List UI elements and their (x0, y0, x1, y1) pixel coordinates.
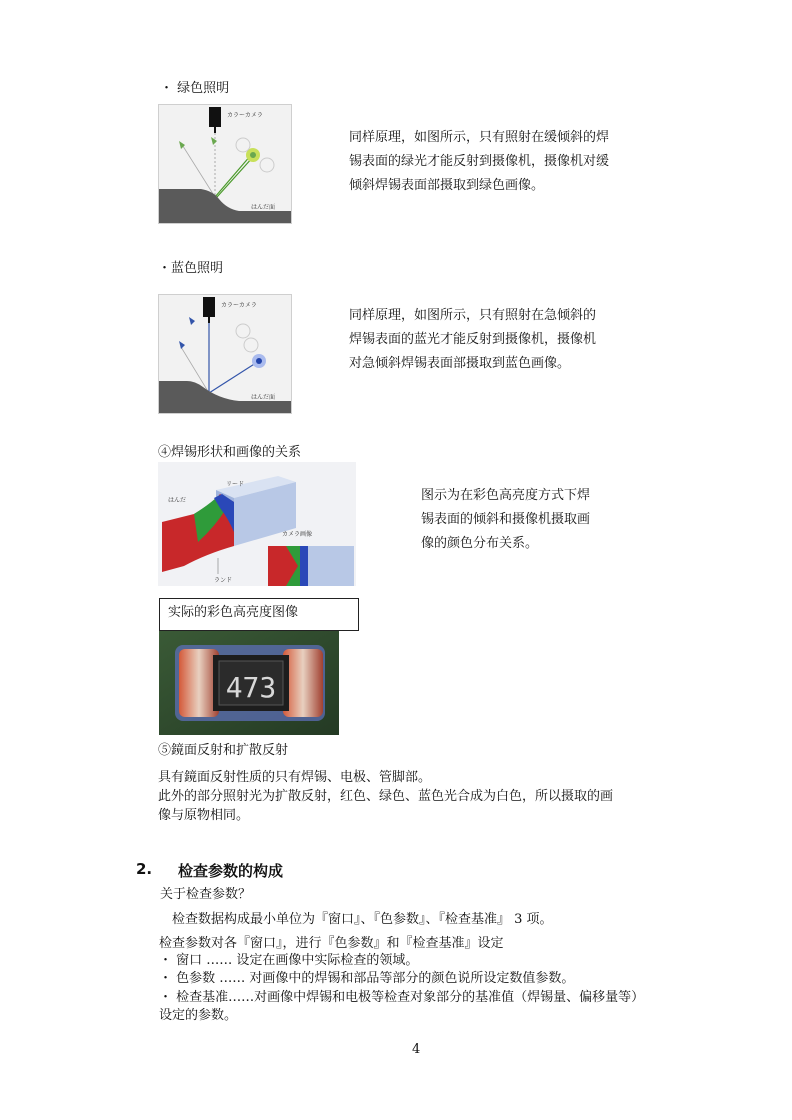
surface-label: はんだ面 (251, 204, 276, 211)
solder-label: はんだ (168, 497, 187, 504)
specular-heading: ⑤鏡面反射和扩散反射 (158, 743, 289, 758)
bullet-criteria-cont: 设定的参数。 (159, 1008, 238, 1023)
actual-image-caption: 实际的彩色高亮度图像 (159, 598, 359, 631)
bullet-color-param: ・ 色参数 …… 对画像中的焊锡和部品等部分的颜色说所设定数值参数。 (159, 971, 575, 986)
camera-image-label: カメラ画像 (282, 531, 313, 538)
param-units-line: 检查数据构成最小单位为『窗口』、『色参数』、『检查基准』 3 项。 (172, 912, 553, 927)
param-settings-line: 检查参数对各『窗口』，进行『色参数』和『检查基准』设定 (159, 936, 504, 951)
specular-line-2: 此外的部分照射光为扩散反射，红色、绿色、蓝色光合成为白色，所以摄取的画 (158, 789, 614, 804)
specular-line-3: 像与原物相同。 (158, 808, 250, 823)
blue-description: 同样原理，如图所示，只有照射在急倾斜的 焊锡表面的蓝光才能反射到摄像机，摄像机 对急倾斜焊锡表面部摄取到蓝色画像。 (349, 308, 597, 371)
surface-label: はんだ面 (251, 394, 276, 401)
shape-description: 图示为在彩色高亮度方式下焊 锡表面的倾斜和摄像机摄取画 像的颜色分布关系。 (421, 488, 591, 551)
land-label: ランド (214, 577, 233, 584)
camera-label: カラーカメラ (227, 112, 263, 119)
chip-code: 473 (225, 671, 277, 704)
bullet-criteria: ・ 检查基准……对画像中焊锡和电极等检查对象部分的基准值（焊锡量、偏移量等） (159, 990, 645, 1005)
page-number: 4 (412, 1042, 421, 1057)
solder-shape-figure (158, 462, 356, 586)
specular-line-1: 具有鏡面反射性质的只有焊锡、电极、管脚部。 (158, 770, 432, 785)
shape-heading: ④焊锡形状和画像的关系 (158, 445, 302, 460)
green-heading: ・ 绿色照明 (160, 81, 230, 96)
lead-label: リード (226, 481, 245, 488)
question-line: 关于检查参数？ (160, 887, 252, 902)
green-description: 同样原理，如图所示，只有照射在缓倾斜的焊 锡表面的绿光才能反射到摄像机，摄像机对缓 倾斜焊锡表面部摄取到绿色画像。 (349, 130, 610, 193)
actual-image-photo (159, 631, 339, 735)
green-illumination-figure (158, 104, 292, 224)
blue-illumination-figure (158, 294, 292, 414)
section-number: 2. (136, 860, 153, 878)
section-title: 检查参数的构成 (178, 862, 284, 880)
bullet-window: ・ 窗口 …… 设定在画像中实际检查的领域。 (159, 953, 419, 968)
blue-heading: ・蓝色照明 (158, 261, 224, 276)
camera-label: カラーカメラ (221, 302, 257, 309)
